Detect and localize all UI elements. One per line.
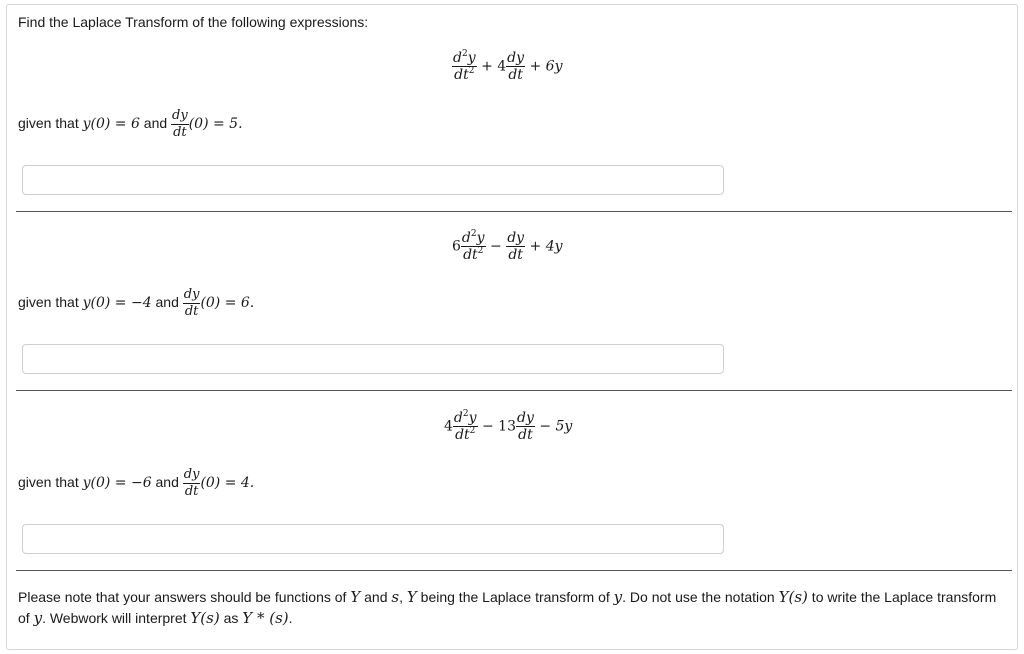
- answer-input-2[interactable]: [22, 344, 724, 374]
- given-conditions-1: given that y(0) = 6 and $\frac{dy}{dt}$ (0) = 5.: [18, 108, 243, 140]
- divider: [16, 390, 1012, 391]
- second-derivative-fraction: $\frac{d^2y}{dt^2}$: [453, 49, 476, 83]
- first-derivative-fraction: $\frac{dy}{dt}$: [517, 410, 534, 443]
- answer-input-3[interactable]: [22, 524, 724, 554]
- problem-title: Find the Laplace Transform of the following expressions:: [18, 14, 369, 30]
- second-derivative-fraction: $\frac{d^2y}{dt^2}$: [461, 229, 485, 263]
- equation-1: $\frac{d^2y}{dt^2}$ + 4 $\frac{dy}{dt}$ + 6y: [453, 49, 563, 83]
- dy-dt-fraction: $\frac{dy}{dt}$: [172, 108, 188, 140]
- first-derivative-fraction: $\frac{dy}{dt}$: [507, 230, 525, 263]
- second-derivative-fraction: $\frac{d^2y}{dt^2}$: [453, 409, 477, 443]
- equation-3: 4 $\frac{d^2y}{dt^2}$ − 13 $\frac{dy}{dt}$ − 5y: [444, 409, 573, 443]
- divider: [16, 570, 1012, 571]
- equation-2: 6 $\frac{d^2y}{dt^2}$ − $\frac{dy}{dt}$ + 4y: [452, 229, 563, 263]
- instructions-note: Please note that your answers should be functions of Y and s, Y being the Laplace transform of y. Do not use the notation Y(s) to write the Laplace transform of y. Webwork will interpret Y(s) as Y * (s).: [18, 588, 997, 627]
- dy-dt-fraction: $\frac{dy}{dt}$: [183, 287, 200, 319]
- dy-dt-fraction: $\frac{dy}{dt}$: [183, 467, 200, 499]
- given-conditions-2: given that y(0) = −4 and $\frac{dy}{dt}$ (0) = 6.: [18, 287, 255, 319]
- given-conditions-3: given that y(0) = −6 and $\frac{dy}{dt}$ (0) = 4.: [18, 467, 255, 499]
- first-derivative-fraction: $\frac{dy}{dt}$: [507, 50, 525, 83]
- answer-input-1[interactable]: [22, 165, 724, 195]
- divider: [16, 211, 1012, 212]
